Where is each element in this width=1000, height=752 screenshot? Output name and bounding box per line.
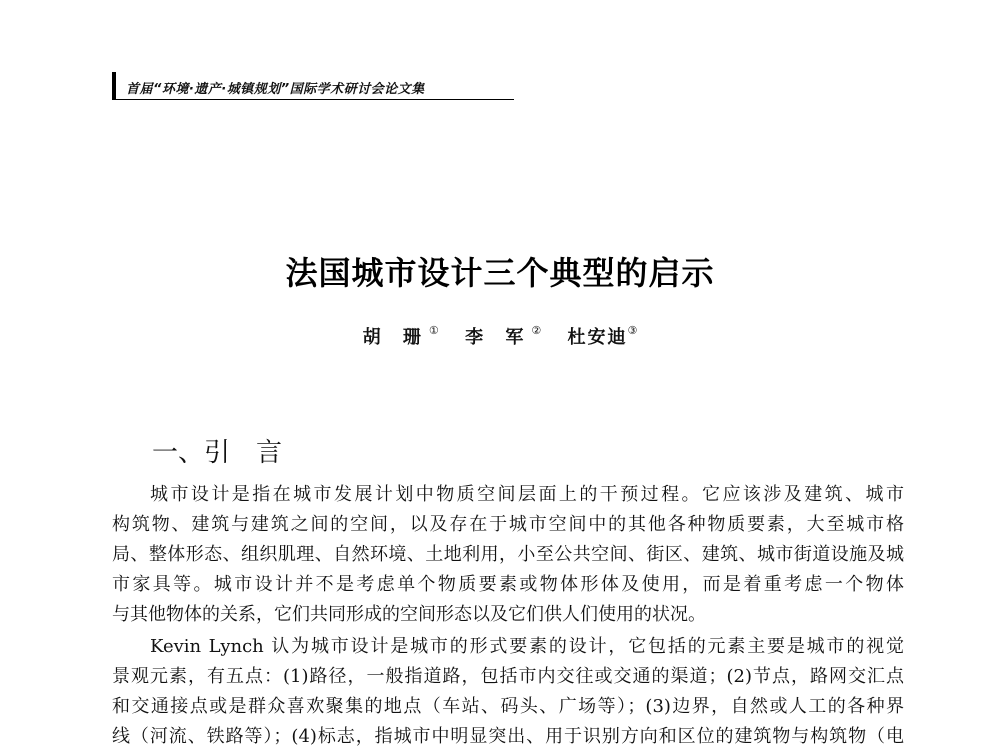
author	[465, 323, 541, 349]
paragraph-line: 市家具等。城市设计并不是考虑单个物质要素或物体形体及使用，而是着重考虑一个物体	[112, 574, 904, 595]
author-footnote-marker: ①	[428, 324, 439, 337]
paragraph-line: 线（河流、铁路等）；(4)标志，指城市中明显突出、用于识别方向和区位的建筑物与构筑物（电	[112, 726, 904, 747]
author	[363, 323, 439, 349]
header-rule	[116, 99, 514, 100]
paper-title: 法国城市设计三个典型的启示	[285, 254, 715, 292]
paragraph-line: 构筑物、建筑与建筑之间的空间，以及存在于城市空间中的其他各种物质要素，大至城市格	[112, 514, 904, 535]
paragraph-line: 城市设计是指在城市发展计划中物质空间层面上的干预过程。它应该涉及建筑、城市	[150, 484, 904, 505]
section-title-part: 言	[256, 438, 283, 468]
author-list	[0, 323, 1000, 349]
author	[568, 323, 638, 349]
paragraph-line: 和交通接点或是群众喜欢聚集的地点（车站、码头、广场等）；(3)边界，自然或人工的各种界	[112, 696, 904, 717]
paragraph-line: 局、整体形态、组织肌理、自然环境、土地利用，小至公共空间、街区、建筑、城市街道设施及城	[112, 544, 904, 565]
section-title-part: 引	[204, 438, 231, 468]
section-number: 一、	[152, 438, 205, 468]
paragraph-line: 与其他物体的关系，它们共同形成的空间形态以及它们供人们使用的状况。	[112, 604, 706, 625]
author-name: 李 军	[465, 327, 532, 348]
section-heading	[152, 432, 282, 469]
author-footnote-marker: ③	[627, 324, 638, 337]
running-header	[112, 72, 514, 100]
author-name: 胡 珊	[362, 327, 429, 348]
paragraph-line: Kevin Lynch 认为城市设计是城市的形式要素的设计，它包括的元素主要是城市的视觉	[150, 636, 904, 657]
author-footnote-marker: ②	[531, 324, 542, 337]
paragraph-line: 景观元素，有五点：(1)路径，一般指道路，包括市内交往或交通的渠道；(2)节点，路网交汇点	[112, 666, 904, 687]
running-header-text: 首届“环境·遗产·城镇规划”国际学术研讨会论文集	[126, 82, 425, 97]
author-name: 杜安迪	[567, 327, 628, 348]
